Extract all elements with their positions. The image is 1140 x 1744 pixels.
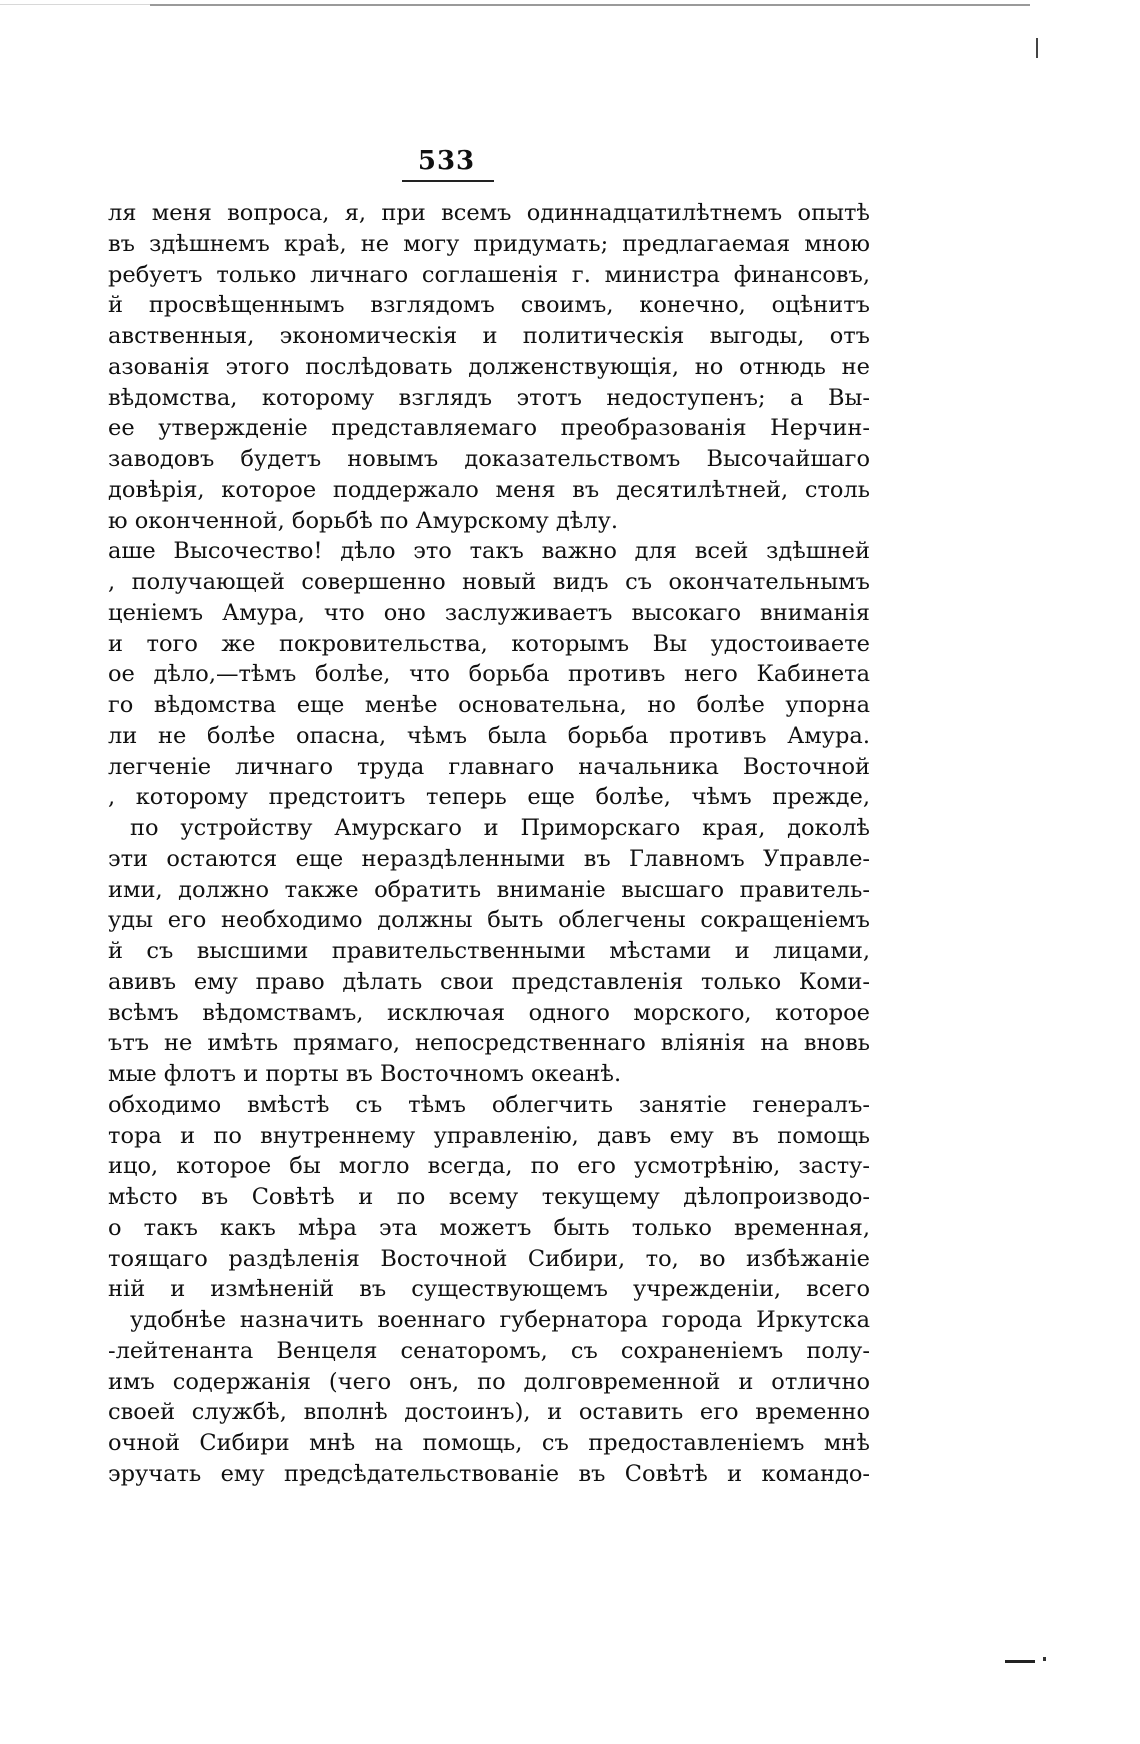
scan-top-edge-rule (150, 4, 1030, 6)
text-line: очной Сибири мнѣ на помощь, съ предоставленіемъ мнѣ (108, 1430, 870, 1456)
text-line: ній и измѣненій въ существующемъ учрежденіи, всего (108, 1276, 870, 1303)
text-line: о такъ какъ мѣра эта можетъ быть только временная, (108, 1214, 870, 1241)
text-line: ими, должно также обратить вниманіе высшаго правитель- (108, 876, 870, 903)
text-line: и того же покровительства, которымъ Вы удостоиваете (108, 630, 870, 657)
text-line: по устройству Амурскаго и Приморскаго края, доколѣ (130, 815, 870, 841)
bottom-margin-dot (1043, 1657, 1046, 1661)
text-line: мые флотъ и порты въ Восточномъ океанѣ. (108, 1061, 622, 1087)
text-line: въ здѣшнемъ краѣ, не могу придумать; предлагаемая мною (108, 230, 870, 257)
text-line: вѣдомства, которому взглядъ этотъ недоступенъ; а Вы- (108, 384, 870, 411)
text-line: своей службѣ, вполнѣ достоинъ), и оставить его временно (108, 1399, 870, 1426)
body-text (108, 198, 870, 1490)
text-line: авственныя, экономическія и политическія выгоды, отъ (108, 323, 870, 349)
text-line: го вѣдомства еще менѣе основательна, но болѣе упорна (108, 692, 870, 718)
text-line: тора и по внутреннему управленію, давъ ему въ помощь (108, 1122, 870, 1149)
text-line: ля меня вопроса, я, при всемъ одиннадцатилѣтнемъ опытѣ (108, 200, 870, 226)
text-line: мѣсто въ Совѣтѣ и по всему текущему дѣлопроизводо- (108, 1184, 870, 1210)
page-number-rule (402, 180, 494, 182)
text-line: довѣрія, которое поддержало меня въ десятилѣтней, столь (108, 476, 870, 503)
text-line: эти остаются еще нераздѣленными въ Главномъ Управле- (108, 845, 870, 872)
text-line: ли не болѣе опасна, чѣмъ была борьба противъ Амура. (108, 722, 870, 749)
text-line: заводовъ будетъ новымъ доказательствомъ Высочайшаго (108, 446, 870, 472)
text-line: аше Высочество! дѣло это такъ важно для всей здѣшней (108, 538, 870, 565)
text-line: й просвѣщеннымъ взглядомъ своимъ, конечно, оцѣнитъ (108, 292, 870, 319)
text-line: ое дѣло,—тѣмъ болѣе, что борьба противъ него Кабинета (108, 661, 870, 688)
text-line: авивъ ему право дѣлать свои представленія только Коми- (108, 968, 870, 995)
text-line: ю оконченной, борьбѣ по Амурскому дѣлу. (108, 507, 619, 534)
text-line: -лейтенанта Венцеля сенаторомъ, съ сохраненіемъ полу- (108, 1337, 870, 1364)
text-line: уды его необходимо должны быть облегчены сокращеніемъ (108, 907, 870, 934)
bottom-margin-mark (1005, 1660, 1035, 1663)
text-line: всѣмъ вѣдомствамъ, исключая одного морского, которое (108, 999, 870, 1026)
page-number: 533 (417, 146, 476, 176)
text-line: легченіе личнаго труда главнаго начальника Восточной (108, 753, 870, 780)
text-line: ребуетъ только личнаго соглашенія г. министра финансовъ, (108, 261, 870, 288)
text-line: азованія этого послѣдовать долженствующія, но отнюдь не (108, 353, 870, 380)
text-line: эручать ему предсѣдательствованіе въ Совѣтѣ и командо- (108, 1460, 870, 1487)
scan-top-edge-rule-faint (0, 4, 150, 5)
text-line: ценіемъ Амура, что оно заслуживаетъ высокаго вниманія (108, 599, 870, 626)
text-line: ее утвержденіе представляемаго преобразованія Нерчин- (108, 415, 870, 442)
text-line: тоящаго раздѣленія Восточной Сибири, то, во избѣжаніе (108, 1245, 870, 1272)
text-line: ътъ не имѣть прямаго, непосредственнаго вліянія на вновь (108, 1030, 870, 1057)
text-line: , получающей совершенно новый видъ съ окончательнымъ (108, 569, 870, 595)
text-line: ицо, которое бы могло всегда, по его усмотрѣнію, засту- (108, 1153, 870, 1180)
text-line: удобнѣе назначить военнаго губернатора города Иркутска (130, 1307, 870, 1333)
text-line: й съ высшими правительственными мѣстами и лицами, (108, 938, 870, 964)
text-line: обходимо вмѣстѣ съ тѣмъ облегчить занятіе генералъ- (108, 1091, 870, 1118)
text-line: , которому предстоитъ теперь еще болѣе, чѣмъ прежде, (108, 784, 870, 811)
margin-tick-mark (1036, 38, 1038, 58)
text-line: имъ содержанія (чего онъ, по долговременной и отлично (108, 1368, 870, 1395)
